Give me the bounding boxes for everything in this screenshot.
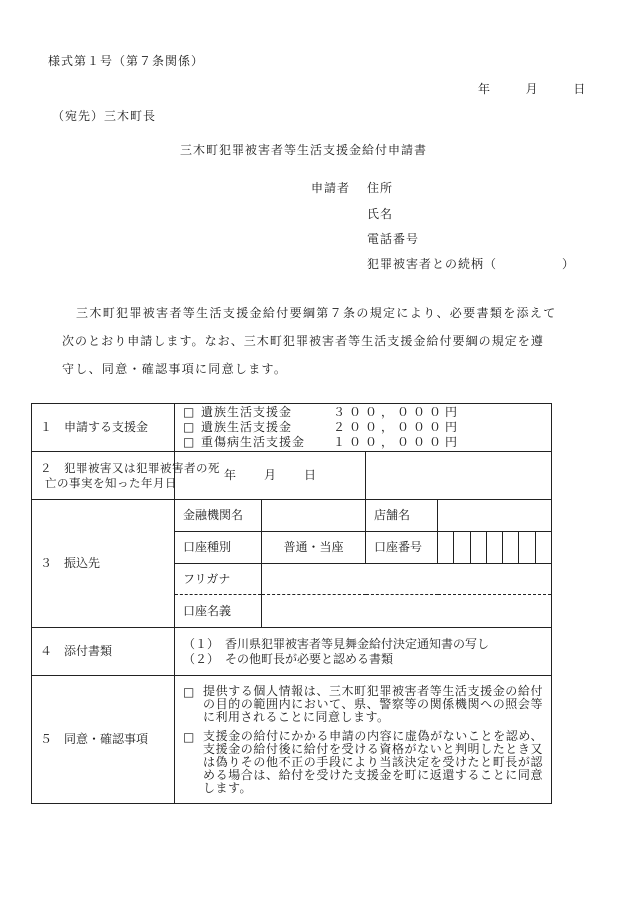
date-month: 月 (525, 82, 538, 96)
attachments-label: ４ 添付書類 (32, 628, 175, 676)
transfer-destination-label: ３ 振込先 (32, 500, 175, 628)
account-number-field[interactable] (438, 532, 552, 564)
branch-name-field[interactable] (438, 500, 552, 532)
digit-box[interactable] (535, 532, 551, 563)
page-title: 三木町犯罪被害者等生活支援金給付申請書 (180, 143, 428, 157)
date-year: 年 (478, 82, 491, 96)
incident-date-label (32, 452, 220, 500)
account-type-value[interactable]: 普通・当座 (262, 532, 366, 564)
support-option-name: 重傷病生活支援金 (201, 435, 306, 449)
date-line (478, 80, 585, 97)
form-number: 様式第１号（第７条関係） (48, 54, 205, 68)
support-option-amount: １００，０００円 (333, 435, 462, 449)
account-holder-label: 口座名義 (175, 595, 262, 628)
support-option-name: 遺族生活支援金 (201, 405, 293, 419)
bank-name-field[interactable] (262, 500, 366, 532)
incident-date-blank (366, 452, 552, 500)
addressee: （宛先）三木町長 (52, 109, 157, 123)
checkbox-icon[interactable]: □ (183, 420, 195, 434)
support-type-label: １ 申請する支援金 (32, 404, 175, 452)
applicant-label: 申請者 (311, 181, 351, 195)
consent-item-1[interactable] (175, 682, 551, 727)
support-option-2[interactable] (183, 420, 551, 435)
bank-name-label: 金融機関名 (175, 500, 262, 532)
incident-date-label-line-1: ２ 犯罪被害又は犯罪被害者の死 (40, 460, 220, 475)
applicant-address-label: 住所 (367, 181, 394, 195)
digit-box[interactable] (486, 532, 502, 563)
account-holder-field[interactable] (262, 595, 552, 628)
body-text-line-1: 三木町犯罪被害者等生活支援金給付要綱第７条の規定により、必要書類を添えて (76, 306, 557, 320)
checkbox-icon[interactable]: □ (183, 684, 195, 699)
digit-box[interactable] (470, 532, 486, 563)
applicant-phone-label: 電話番号 (367, 232, 420, 246)
consent-text: 支援金の給付にかかる申請の内容に虚偽がないことを認め、支援金の給付後に給付を受ける資格がないと判明したとき又は偽りその他不正の手段により当該決定を受けたと町長が認める場合は、給付を受けた支援金を町に返還することに同意します。 (203, 728, 544, 795)
consent-text: 提供する個人情報は、三木町犯罪被害者等生活支援金の給付の目的の範囲内において、県、警察等の関係機関への照会等に利用されることに同意します。 (203, 683, 544, 724)
checkbox-icon[interactable]: □ (183, 405, 195, 419)
incident-date-field[interactable] (175, 452, 366, 500)
digit-box[interactable] (438, 532, 453, 563)
support-type-options (175, 404, 552, 452)
attachments-list (175, 628, 552, 676)
support-option-1[interactable] (183, 405, 551, 420)
consent-label: ５ 同意・確認事項 (32, 676, 175, 804)
incident-date-label-line-2: 亡の事実を知った年月日 (45, 475, 177, 490)
account-number-label: 口座番号 (366, 532, 438, 564)
furigana-label: フリガナ (175, 564, 262, 595)
incident-date-year: 年 (223, 468, 236, 482)
support-option-name: 遺族生活支援金 (201, 420, 293, 434)
digit-box[interactable] (453, 532, 469, 563)
body-text-line-3: 守し、同意・確認事項に同意します。 (62, 362, 288, 376)
digit-box[interactable] (518, 532, 534, 563)
application-form-table (31, 403, 552, 804)
checkbox-icon[interactable]: □ (183, 729, 195, 744)
account-type-label: 口座種別 (175, 532, 262, 564)
date-day: 日 (573, 82, 586, 96)
applicant-relation-label: 犯罪被害者との続柄（ ） (367, 257, 576, 271)
support-option-amount: ３００，０００円 (333, 405, 462, 419)
attachment-item: （１） 香川県犯罪被害者等見舞金給付決定通知書の写し (183, 636, 490, 651)
consent-items (175, 676, 552, 804)
applicant-name-label: 氏名 (367, 207, 394, 221)
checkbox-icon[interactable]: □ (183, 435, 195, 449)
account-number-digit-boxes[interactable] (438, 532, 551, 563)
attachment-item: （２） その他町長が必要と認める書類 (183, 651, 394, 666)
incident-date-day: 日 (304, 468, 317, 482)
support-option-3[interactable] (183, 435, 551, 450)
branch-name-label: 店舗名 (366, 500, 438, 532)
incident-date-month: 月 (263, 468, 276, 482)
consent-item-2[interactable] (175, 727, 551, 798)
furigana-field[interactable] (262, 564, 552, 595)
digit-box[interactable] (502, 532, 518, 563)
body-text-line-2: 次のとおり申請します。なお、三木町犯罪被害者等生活支援金給付要綱の規定を遵 (62, 334, 544, 348)
support-option-amount: ２００，０００円 (333, 420, 462, 434)
